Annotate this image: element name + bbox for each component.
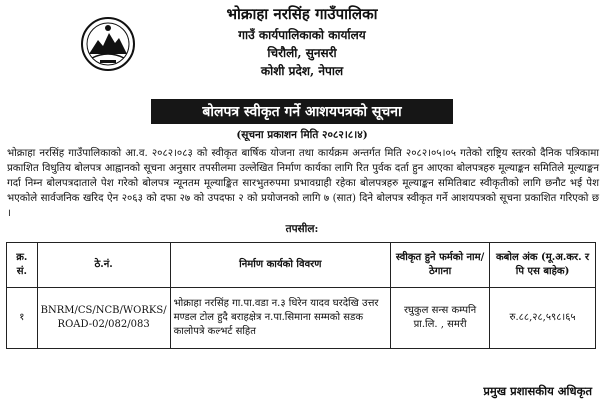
cell-bid-amount: रु.८८,२८,५९८।६५ <box>490 288 596 349</box>
address-line-1: चिरौली, सुनसरी <box>267 46 337 60</box>
details-heading: तपसील: <box>285 223 319 235</box>
notice-body: भोक्राहा नरसिंह गाउँपालिकाको आ.व. २०८२।०८३ को स्वीकृत बार्षिक योजना तथा कार्यक्रम अन्तर्गत मिति २०८२।०५।०५ गतेको राष्ट्रिय स्तरको दैनिक पत्रिकामा प्रकाशित विधुतिय बोलपत्र आह्वानको सूचना अनुसार तपसीलमा उल्लेखित निर्माण कार्यका लागि रित पुर्वक दर्ता हुन आएका बोलपत्रहरु मूल्याङ्कन समितिले मूल्याङ्कन गर्दा निम्न बोलपत्रदाताले पेश गरेको बोलपत्र न्यूनतम मूल्याङ्कित सारभुतरुपमा प्रभावग्राही रहेका बोलपत्रहरु मूल्याङ्कन समितिबाट स्वीकृतीको लागि छनौट भई पेश भएकोले सार्वजनिक खरिद ऐन २०६३ को दफा २७ को उपदफा २ को प्रयोजनको लागि ७ (सात) दिने बोलपत्र स्वीकृत गर्ने आशयपत्रको सूचना प्रकाशित गरिएको छ । <box>7 148 599 219</box>
header-contract-no: ठे.नं. <box>37 243 170 288</box>
office-name: गाउँ कार्यपालिकाको कार्यालय <box>238 28 366 42</box>
signoff-title: प्रमुख प्रशासकीय अधिकृत <box>483 384 592 398</box>
cell-contract-no: BNRM/CS/NCB/WORKS/ ROAD-02/082/083 <box>37 288 170 349</box>
publication-date: (सूचना प्रकाशन मिति २०८२।८।४) <box>236 129 368 141</box>
cell-description: भोक्राहा नरसिंह गा.पा.वडा न.३ धिरेन यादव घरदेखि उत्तर मण्डल टोल हुदै बराहक्षेत्र न.पा.सिमाना सम्मको सडक कालोपत्रे कल्भर्ट सहित <box>170 288 390 349</box>
address-line-2: कोशी प्रदेश, नेपाल <box>260 64 344 78</box>
header-firm: स्वीकृत हुने फर्मको नाम/ठेगाना <box>391 243 490 288</box>
table-header-row <box>7 243 596 288</box>
notice-title: बोलपत्र स्वीकृत गर्ने आशयपत्रको सूचना <box>151 99 453 124</box>
table-row <box>7 288 596 349</box>
award-table <box>6 242 596 349</box>
header-description: निर्माण कार्यको विवरण <box>170 243 390 288</box>
municipality-name: भोक्राहा नरसिंह गाउँपालिका <box>226 5 378 23</box>
header-bid-amount: कबोल अंक (मू.अ.कर. र पि एस बाहेक) <box>490 243 596 288</box>
header-serial: क्र. सं. <box>7 243 38 288</box>
cell-serial: १ <box>7 288 38 349</box>
cell-firm: रघुकुल सन्स कम्पनि प्रा.लि. , समरी <box>391 288 490 349</box>
